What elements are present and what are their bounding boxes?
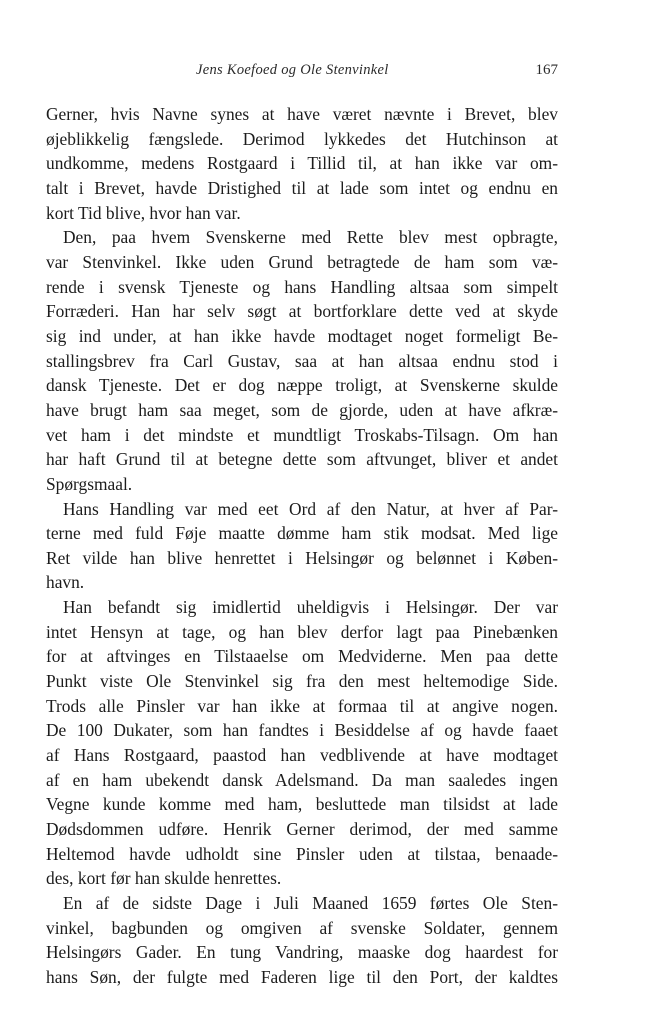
text-line: var Stenvinkel. Ikke uden Grund betragtede de ham som væ- (46, 251, 558, 272)
text-line: have brugt ham saa meget, som de gjorde, uden at have afkræ- (46, 399, 558, 420)
text-line: vet ham i det mindste et mundtligt Troskabs-Tilsagn. Om han (46, 424, 558, 445)
text-line: Spørgsmaal. (46, 473, 133, 494)
text-line: Helsingørs Gader. En tung Vandring, maaske dog haardest for (46, 942, 558, 963)
text-line: har haft Grund til at betegne dette som aftvunget, bliver et andet (46, 449, 558, 470)
paragraph (46, 497, 558, 596)
body-text (46, 102, 558, 990)
paragraph (46, 102, 558, 225)
text-line: Vegne kunde komme med ham, besluttede man tilsidst at lade (46, 794, 558, 815)
text-line: af en ham ubekendt dansk Adelsmand. Da man saaledes ingen (46, 769, 558, 790)
text-line: terne med fuld Føje maatte dømme ham stik modsat. Med lige (46, 523, 558, 544)
text-line: Gerner, hvis Navne synes at have været nævnte i Brevet, blev (46, 104, 558, 124)
text-line: stallingsbrev fra Carl Gustav, saa at han altsaa endnu stod i (46, 350, 558, 371)
paragraph (46, 225, 558, 496)
text-line: Ret vilde han blive henrettet i Helsingør og belønnet i Køben- (46, 547, 558, 568)
text-line: En af de sidste Dage i Juli Maaned 1659 førtes Ole Sten- (63, 893, 558, 913)
text-line: sig ind under, at han ikke havde modtaget noget formeligt Be- (46, 325, 558, 346)
text-line: Punkt viste Ole Stenvinkel sig fra den mest heltemodige Side. (46, 671, 558, 692)
running-header (46, 62, 558, 86)
text-line: undkomme, medens Rostgaard i Tillid til, at han ikke var om- (46, 153, 558, 174)
text-line: havn. (46, 572, 85, 593)
page-number: 167 (535, 62, 558, 78)
text-line: Den, paa hvem Svenskerne med Rette blev mest opbragte, (63, 227, 558, 248)
running-title: Jens Koefoed og Ole Stenvinkel (196, 62, 389, 78)
text-line: dansk Tjeneste. Det er dog næppe troligt, at Svenskerne skulde (46, 375, 558, 396)
paragraph (46, 595, 558, 891)
text-line: vinkel, bagbunden og omgiven af svenske Soldater, gennem (46, 917, 558, 938)
text-line: intet Hensyn at tage, og han blev derfor lagt paa Pinebænken (46, 621, 558, 642)
text-line: Heltemod havde udholdt sine Pinsler uden at tilstaa, benaade- (46, 843, 558, 864)
text-line: øjeblikkelig fængslede. Derimod lykkedes det Hutchinson at (46, 128, 558, 149)
text-line: talt i Brevet, havde Dristighed til at lade som intet og endnu en (46, 177, 558, 198)
text-line: Dødsdommen udføre. Henrik Gerner derimod, der med samme (46, 819, 558, 840)
text-line: rende i svensk Tjeneste og hans Handling altsaa som simpelt (46, 276, 558, 297)
text-line: Hans Handling var med eet Ord af den Natur, at hver af Par- (63, 498, 558, 519)
text-line: kort Tid blive, hvor han var. (46, 202, 241, 223)
text-line: Trods alle Pinsler var han ikke at formaa til at angive nogen. (46, 695, 558, 716)
text-line: De 100 Dukater, som han fandtes i Besiddelse af og havde faaet (46, 720, 558, 741)
paragraph (46, 891, 558, 990)
text-line: af Hans Rostgaard, paastod han vedblivende at have modtaget (46, 745, 558, 766)
text-line: Han befandt sig imidlertid uheldigvis i Helsingør. Der var (63, 597, 558, 618)
text-line: Forræderi. Han har selv søgt at bortforklare dette ved at skyde (46, 301, 558, 322)
text-line: des, kort før han skulde henrettes. (46, 868, 282, 889)
text-line: hans Søn, der fulgte med Faderen lige til den Port, der kaldtes (46, 966, 558, 987)
text-line: for at aftvinges en Tilstaaelse om Medviderne. Men paa dette (46, 646, 558, 667)
